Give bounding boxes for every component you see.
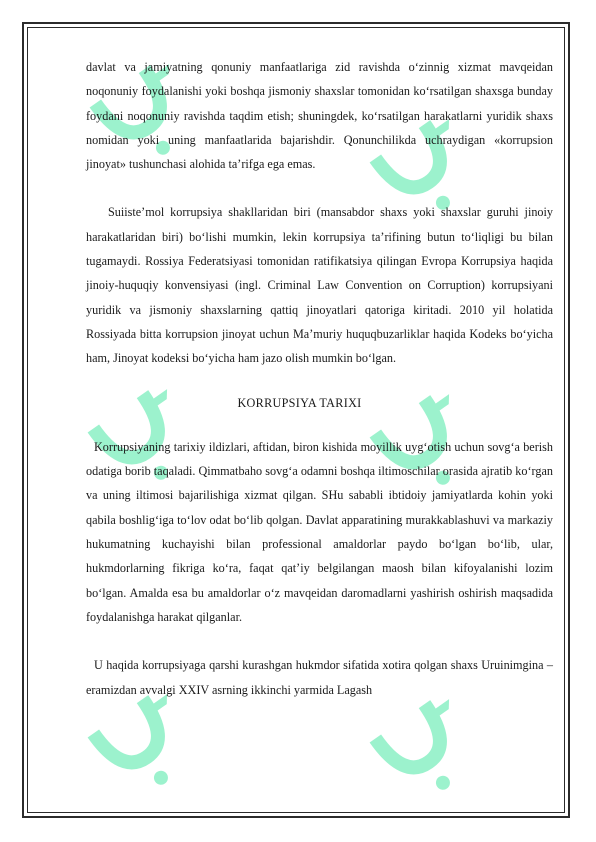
paragraph-urukagina: U haqida korrupsiyaga qarshi kurashgan hukmdor sifatida xotira qolgan shaxs Uruinimgina – eramizdan avvalgi XXIV asrning ikkinchi yarmida Lagash (86, 658, 553, 697)
paragraph-abuse: Suiiste’mol korrupsiya shakllaridan biri (mansabdor shaxs yoki shaxslar guruhi jinoiy harakatlaridan biri) bo‘lishi mumkin, lekin korrupsiya ta’rifining butun to‘liqligi bu bilan tugamaydi. Rossiya Federatsiyasi tomonidan ratifikatsiya qilingan Evropa Korrupsiya haqida jinoiy-huquqiy konvensiyasi (ingl. Criminal Law Convention on Corruption) korrupsiyani yuridik va jismoniy shaxslarning qattiq jinoyatlari qatoriga kiritadi. 2010 yil holatida Rossiyada bitta korrupsion jinoyat uchun Ma’muriy huquqbuzarliklar haqida Kodeks bo‘yicha ham, Jinoyat kodeksi bo‘yicha ham jazo olish mumkin bo‘lgan. (86, 205, 553, 366)
paragraph-history: Korrupsiyaning tarixiy ildizlari, aftidan, biron kishida moyillik uyg‘otish uchun sovg‘a berish odatiga borib taqaladi. Qimmatbaho sovg‘a odamni boshqa iltimoschilar orasida ajratib ko‘rgan va uning iltimosi bajarilishiga xizmat qilgan. SHu sababli ibtidoiy jamiyatlarda kohin yoki qabila boshlig‘iga to‘lov odat bo‘lib qolgan. Davlat apparatining murakkablashuvi va markaziy hukumatning kuchayishi bilan professional amaldorlar paydo bo‘lgan bo‘lib, ular, hukmdorlarning fikriga ko‘ra, faqat qat’iy belgilangan maosh bilan kifoyalanishi lozim bo‘lgan. Amalda esa bu amaldorlar o‘z mavqeidan daromadlarni yashirish oshirish maqsadida foydalanishga harakat qilganlar. (86, 439, 553, 624)
document-body (86, 55, 553, 702)
watermark-logo-icon (78, 690, 198, 800)
section-heading: KORRUPSIYA TARIXI (237, 395, 362, 410)
paragraph-definition: davlat va jamiyatning qonuniy manfaatlariga zid ravishda o‘zinnig xizmat mavqeidan noqonuniy foydalanishi yoki boshqa jismoniy shaxslar tomonidan ko‘rsatilgan shaxsga bunday foydani noqonuniy ravishda taqdim etish; shuningdek, ko‘rsatilgan harakatlarni yuridik shaxs nomidan yoki uning manfaatlarida bajarishdir. Qonunchilikda uchraydigan «korrupsion jinoyat» tushunchasi alohida ta’rifga ega emas. (86, 60, 553, 172)
watermark-logo-icon (360, 695, 480, 805)
